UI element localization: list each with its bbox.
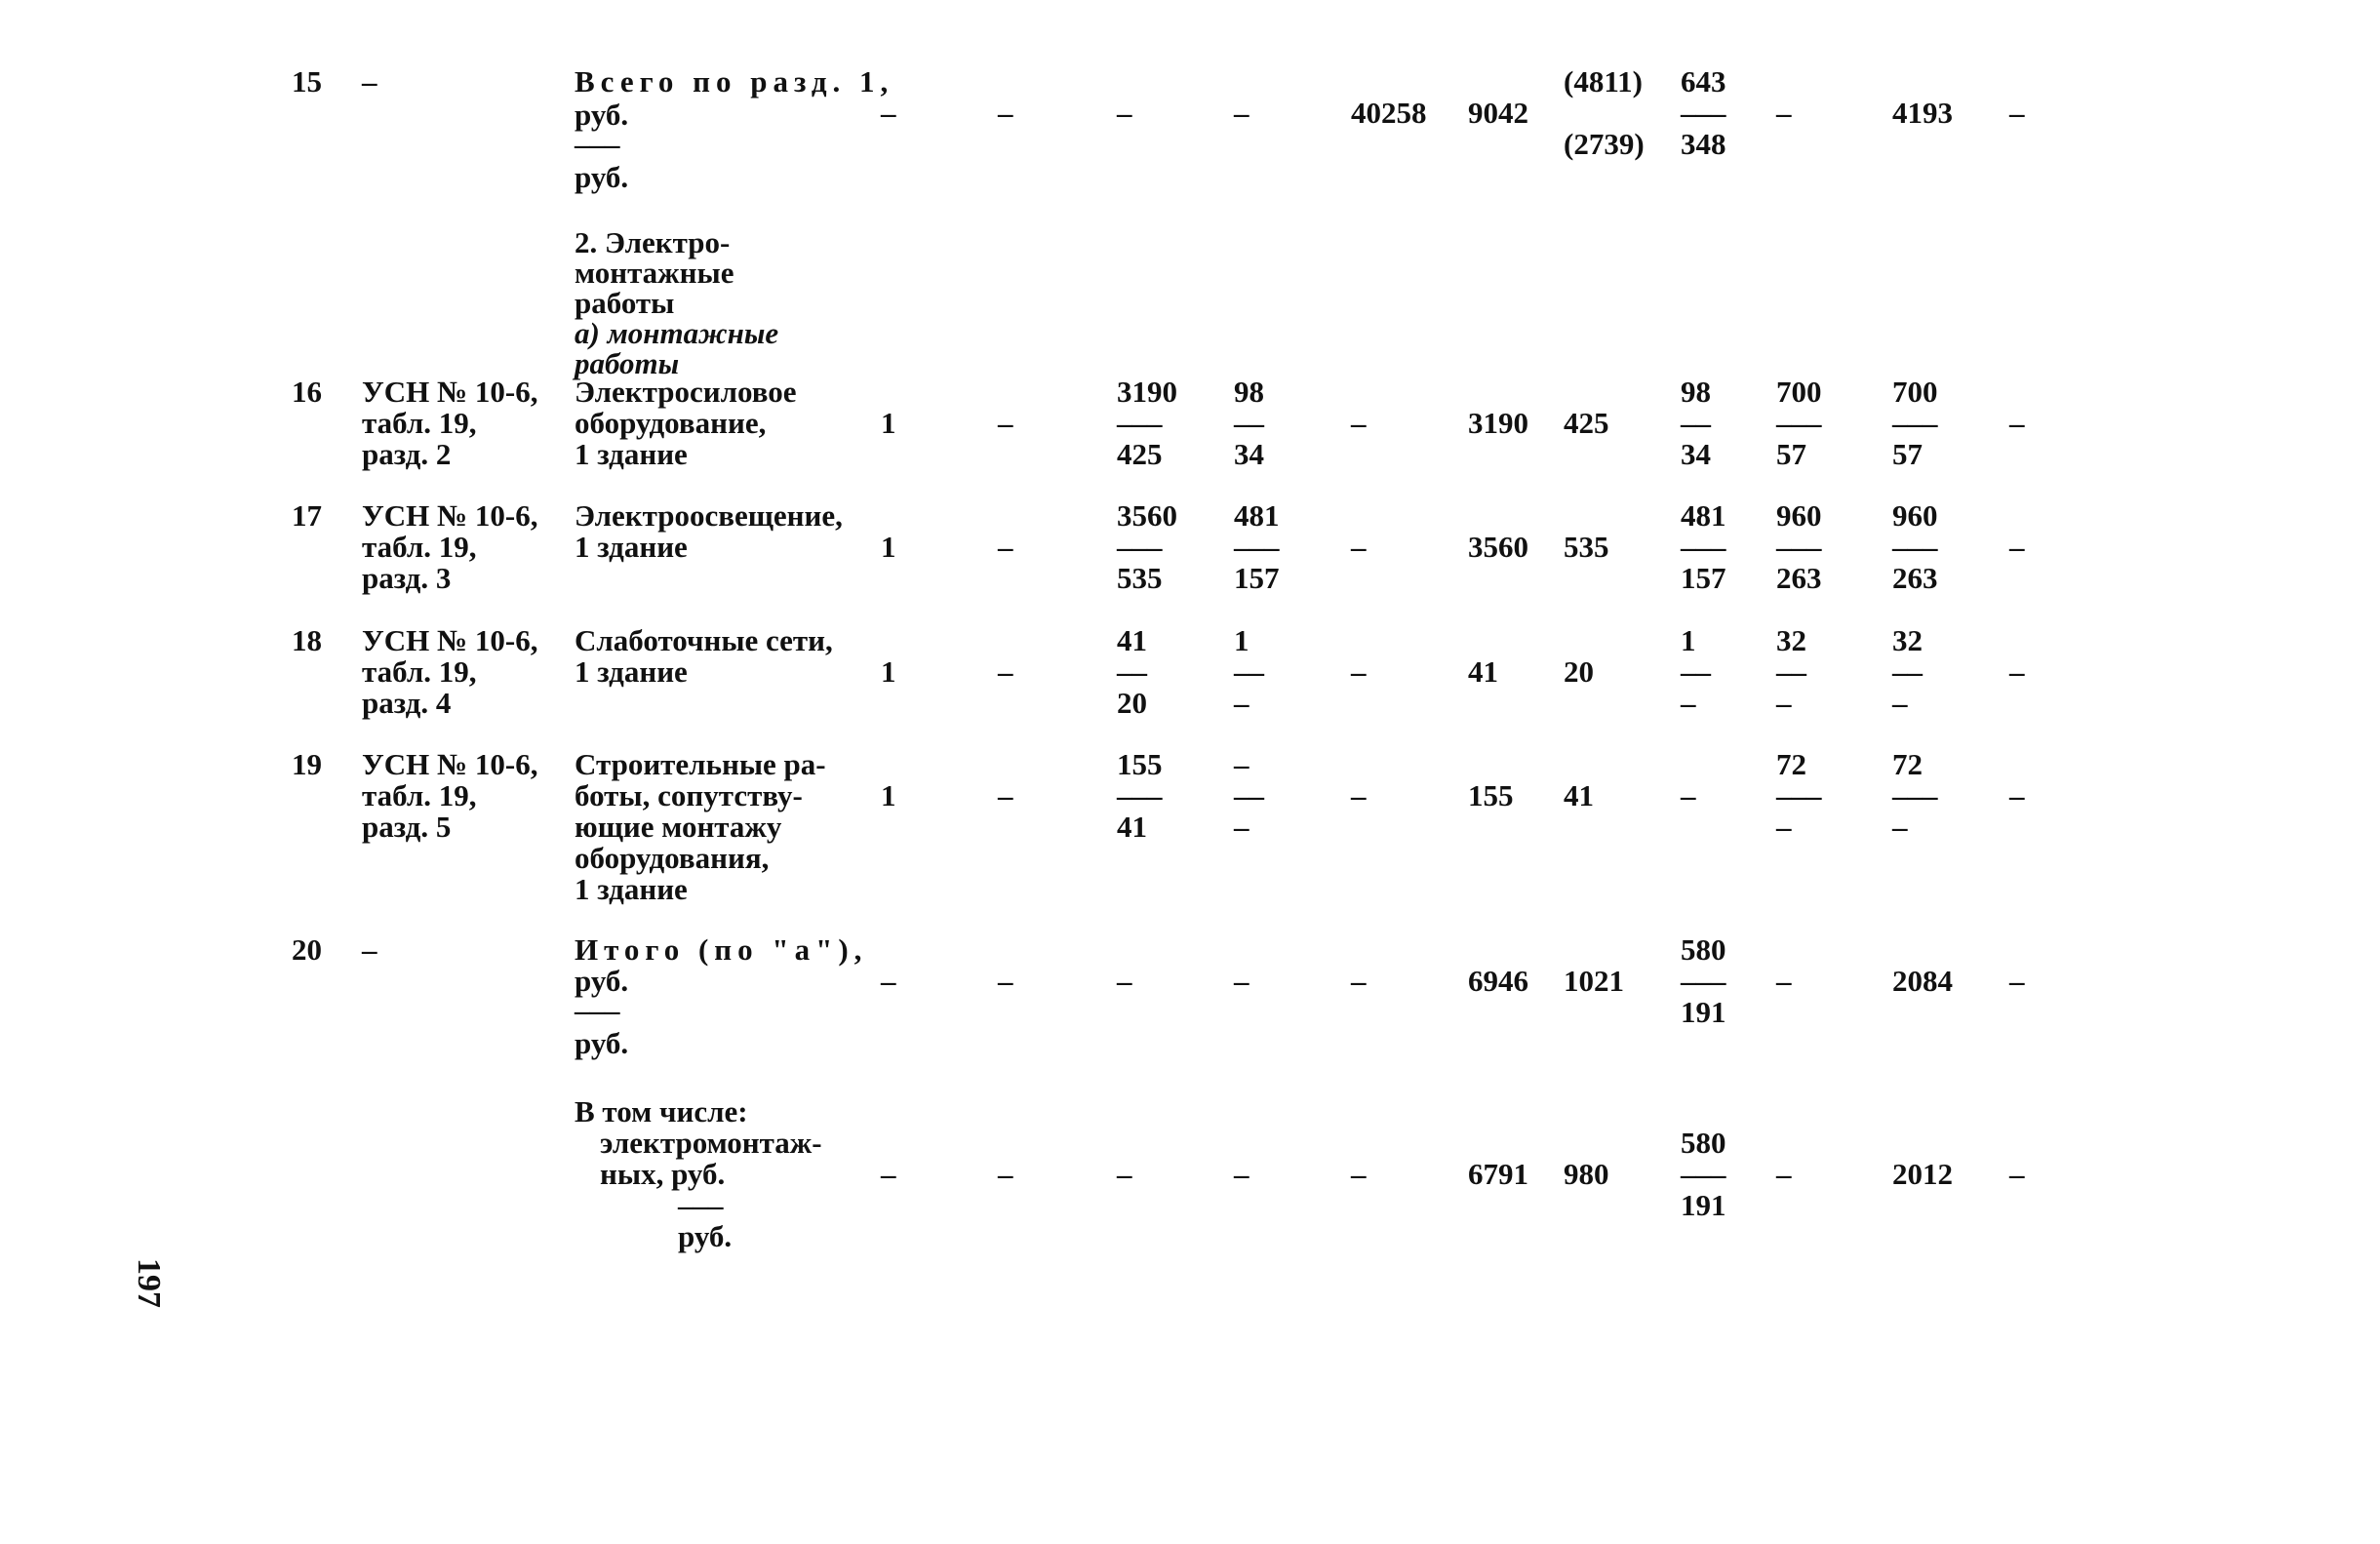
row-reference: разд. 3	[362, 561, 452, 595]
cell-c3: 155	[1117, 747, 1163, 781]
cell-c10: –	[2009, 406, 2025, 440]
cell-c8: 72	[1776, 747, 1806, 781]
section-subheading: работы	[575, 346, 680, 380]
row-reference: табл. 19,	[362, 406, 477, 440]
cell-c9: 700	[1892, 375, 1938, 409]
row-name: Всего по разд. 1,	[575, 64, 894, 99]
cell-c5: –	[1351, 964, 1367, 998]
cell-c3: ––	[1117, 654, 1147, 689]
row-number: 16	[292, 375, 322, 409]
cell-c9: 960	[1892, 498, 1938, 533]
cell-c5: –	[1351, 1157, 1367, 1191]
row-name: руб.	[575, 98, 629, 132]
row-name: оборудования,	[575, 841, 770, 875]
cell-c1: 1	[881, 778, 896, 812]
cell-c7: ––	[1681, 406, 1711, 440]
cell-c8: 960	[1776, 498, 1822, 533]
cell-c7: –	[1681, 686, 1696, 720]
cell-c3: 41	[1117, 810, 1147, 844]
cell-c5-dash: –	[1351, 778, 1367, 812]
cell-c7: 34	[1681, 437, 1711, 471]
cell-c8: 263	[1776, 561, 1822, 595]
cell-c3: 20	[1117, 686, 1147, 720]
section-subheading: а) монтажные	[575, 316, 779, 350]
cell-c7: 580	[1681, 932, 1726, 967]
cell-c6: 6946	[1468, 964, 1528, 998]
cell-c4: 98	[1234, 375, 1264, 409]
row-reference: УСН № 10-6,	[362, 623, 538, 657]
cell-c7: –––	[1681, 530, 1726, 564]
cell-c7: 157	[1681, 561, 1726, 595]
row-reference: –	[362, 64, 377, 99]
cell-c8: –––	[1776, 778, 1822, 812]
row-name: Итого (по "а"),	[575, 932, 868, 967]
cell-c5: 3560	[1468, 530, 1528, 564]
cell-c3: –––	[1117, 778, 1163, 812]
cell-c7: –––	[1681, 1157, 1726, 1191]
cell-c4: 34	[1234, 437, 1264, 471]
cell-c5-dash: –	[1351, 406, 1367, 440]
cell-c9: –	[1892, 810, 1908, 844]
cell-c4: ––	[1234, 654, 1264, 689]
row-name: боты, сопутству-	[575, 778, 803, 812]
cell-c6b: 980	[1564, 1157, 1609, 1191]
row-number: 18	[292, 623, 322, 657]
row-reference: разд. 4	[362, 686, 452, 720]
cell-c8: –	[1776, 964, 1792, 998]
cell-c3: –––	[1117, 530, 1163, 564]
row-number: 17	[292, 498, 322, 533]
cell-c7: 191	[1681, 995, 1726, 1029]
row-name: –––	[575, 127, 620, 161]
cell-c9: 57	[1892, 437, 1923, 471]
cell-c4: –	[1234, 686, 1250, 720]
cell-c5: 40258	[1351, 96, 1427, 130]
cell-c7: –––	[1681, 96, 1726, 130]
row-reference: разд. 2	[362, 437, 452, 471]
cell-c2: –	[998, 530, 1013, 564]
cell-c1: –	[881, 96, 896, 130]
cell-c4: ––	[1234, 778, 1264, 812]
cell-c1: –	[881, 964, 896, 998]
row-name: ных, руб.	[600, 1157, 726, 1191]
cell-c9: 263	[1892, 561, 1938, 595]
cell-c3: 3560	[1117, 498, 1177, 533]
cell-c9: 32	[1892, 623, 1923, 657]
cell-c1: 1	[881, 406, 896, 440]
cell-c4: 481	[1234, 498, 1280, 533]
row-name: 1 здание	[575, 654, 688, 689]
cell-c6: 535	[1564, 530, 1609, 564]
cell-c10: –	[2009, 1157, 2025, 1191]
cell-c8: –	[1776, 1157, 1792, 1191]
cell-c7: –	[1681, 778, 1696, 812]
row-reference: разд. 5	[362, 810, 452, 844]
row-name: 1 здание	[575, 437, 688, 471]
cell-c8: –––	[1776, 406, 1822, 440]
row-number: 19	[292, 747, 322, 781]
cell-c3: –	[1117, 96, 1132, 130]
cell-c6: 9042	[1468, 96, 1528, 130]
row-name: –––	[575, 993, 620, 1027]
cell-c8: 700	[1776, 375, 1822, 409]
cell-c7: 580	[1681, 1126, 1726, 1160]
cell-c6b: 1021	[1564, 964, 1624, 998]
cell-c6: 425	[1564, 406, 1609, 440]
cell-c7: ––	[1681, 654, 1711, 689]
cell-c2: –	[998, 778, 1013, 812]
cell-c5: 3190	[1468, 406, 1528, 440]
row-name: –––	[678, 1188, 724, 1222]
cell-c7: 481	[1681, 498, 1726, 533]
row-reference: табл. 19,	[362, 530, 477, 564]
cell-c9: –––	[1892, 406, 1938, 440]
cell-c3: 41	[1117, 623, 1147, 657]
cell-c10: –	[2009, 654, 2025, 689]
cell-c7: –––	[1681, 964, 1726, 998]
cell-c10: –	[2009, 96, 2025, 130]
cell-c10: –	[2009, 964, 2025, 998]
cell-c7: 348	[1681, 127, 1726, 161]
cell-c9: 2012	[1892, 1157, 1953, 1191]
cell-c2: –	[998, 406, 1013, 440]
cell-c8: –	[1776, 810, 1792, 844]
row-name: 1 здание	[575, 872, 688, 906]
cell-c8: –	[1776, 686, 1792, 720]
row-number: 20	[292, 932, 322, 967]
cell-c4: ––	[1234, 406, 1264, 440]
row-name: руб.	[575, 964, 629, 998]
cell-c10: –	[2009, 778, 2025, 812]
cell-c1: 1	[881, 654, 896, 689]
page-number: 197	[131, 1258, 167, 1308]
cell-c6-bottom: (2739)	[1564, 127, 1645, 161]
row-name: 1 здание	[575, 530, 688, 564]
row-name: ющие монтажу	[575, 810, 782, 844]
cell-c3: 3190	[1117, 375, 1177, 409]
cell-c7: 98	[1681, 375, 1711, 409]
row-name: Слаботочные сети,	[575, 623, 833, 657]
cell-c8: 32	[1776, 623, 1806, 657]
cell-c9: 72	[1892, 747, 1923, 781]
cell-c9: 4193	[1892, 96, 1953, 130]
cell-c1: 1	[881, 530, 896, 564]
row-name: оборудование,	[575, 406, 767, 440]
row-number: 15	[292, 64, 322, 99]
cell-c4: –	[1234, 96, 1250, 130]
row-name: руб.	[678, 1219, 733, 1253]
cell-c10: –	[2009, 530, 2025, 564]
cell-c4: –	[1234, 1157, 1250, 1191]
cell-c3: –––	[1117, 406, 1163, 440]
row-name: В том числе:	[575, 1094, 748, 1128]
cell-c3: 535	[1117, 561, 1163, 595]
cell-c5: 155	[1468, 778, 1514, 812]
row-reference: УСН № 10-6,	[362, 375, 538, 409]
cell-c4: –	[1234, 747, 1250, 781]
cell-c4: –	[1234, 964, 1250, 998]
cell-c8: ––	[1776, 654, 1806, 689]
row-name: Электросиловое	[575, 375, 797, 409]
cell-c5-dash: –	[1351, 654, 1367, 689]
row-name: руб.	[575, 160, 629, 194]
row-reference: табл. 19,	[362, 778, 477, 812]
cell-c4: –––	[1234, 530, 1280, 564]
row-name: руб.	[575, 1026, 629, 1060]
cell-c9: –	[1892, 686, 1908, 720]
row-name: Электроосвещение,	[575, 498, 843, 533]
cell-c7: 1	[1681, 623, 1696, 657]
cell-c8: 57	[1776, 437, 1806, 471]
section-heading: работы	[575, 286, 675, 320]
cell-c9: 2084	[1892, 964, 1953, 998]
cell-c5-dash: –	[1351, 530, 1367, 564]
cell-c5: 41	[1468, 654, 1498, 689]
cell-c3: –	[1117, 1157, 1132, 1191]
cell-c9: –––	[1892, 530, 1938, 564]
cell-c6: 41	[1564, 778, 1594, 812]
cell-c6-top: (4811)	[1564, 64, 1643, 99]
section-heading: монтажные	[575, 256, 734, 290]
cell-c9: –––	[1892, 778, 1938, 812]
cell-c3: –	[1117, 964, 1132, 998]
cell-c1: –	[881, 1157, 896, 1191]
cell-c4: –	[1234, 810, 1250, 844]
cell-c4: 157	[1234, 561, 1280, 595]
cell-c8: –––	[1776, 530, 1822, 564]
cell-c8: –	[1776, 96, 1792, 130]
cell-c2: –	[998, 1157, 1013, 1191]
cell-c6: 6791	[1468, 1157, 1528, 1191]
row-name: Строительные ра-	[575, 747, 826, 781]
cell-c4: 1	[1234, 623, 1250, 657]
cell-c2: –	[998, 96, 1013, 130]
row-reference: УСН № 10-6,	[362, 498, 538, 533]
cell-c9: ––	[1892, 654, 1923, 689]
row-name: электромонтаж-	[600, 1126, 822, 1160]
row-reference: табл. 19,	[362, 654, 477, 689]
cell-c3: 425	[1117, 437, 1163, 471]
row-reference: УСН № 10-6,	[362, 747, 538, 781]
cell-c7: 191	[1681, 1188, 1726, 1222]
cell-c2: –	[998, 964, 1013, 998]
row-reference: –	[362, 932, 377, 967]
cell-c2: –	[998, 654, 1013, 689]
cell-c6: 20	[1564, 654, 1594, 689]
cell-c7: 643	[1681, 64, 1726, 99]
section-heading: 2. Электро-	[575, 225, 731, 259]
